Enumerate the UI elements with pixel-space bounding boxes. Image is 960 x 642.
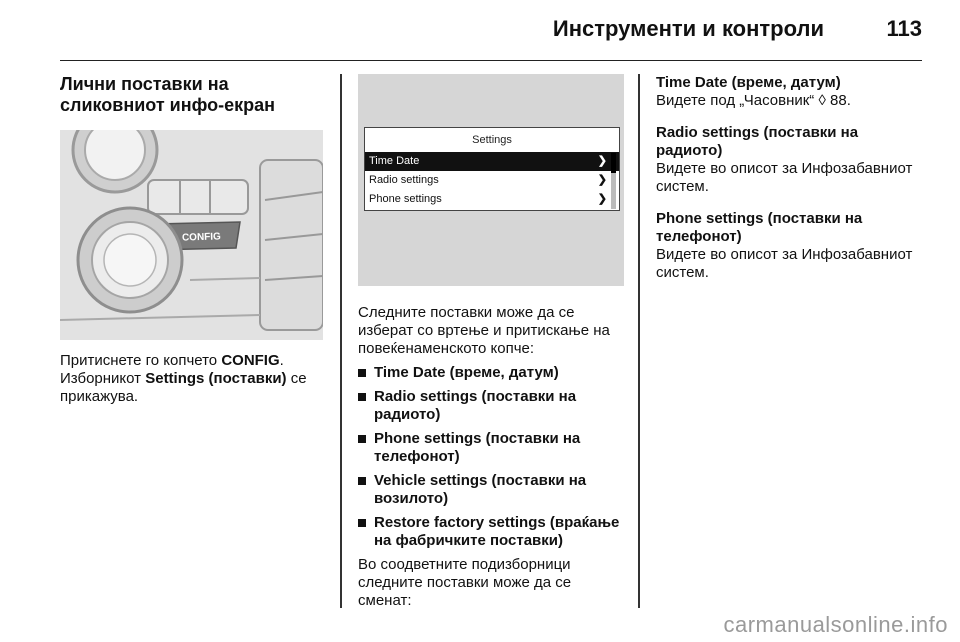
bullet-icon [358,477,366,485]
bullet-icon [358,435,366,443]
menu-item-phone-settings: Phone settings ❯ [365,190,619,209]
scrollbar-thumb [611,153,616,173]
watermark: carmanualsonline.info [723,612,948,637]
column-divider [340,74,342,608]
instruction-paragraph: Притиснете го копчето CONFIG. Изборникот Settings (поставки) се прикажува. [60,352,307,405]
list-item: Phone settings (поставки на телефонот) [358,430,624,466]
section-title: Инструменти и контроли [552,16,824,41]
column-middle [358,74,624,610]
config-term: CONFIG [221,352,280,369]
chevron-right-icon: ❯ [597,193,607,205]
entry-radio-settings [656,124,922,196]
menu-item-radio-settings: Radio settings ❯ [365,171,619,190]
entry-phone-settings [656,210,922,282]
entry-text: Видете под „Часовник“ ◊ 88. [656,92,851,109]
chevron-right-icon: ❯ [597,155,607,167]
list-item: Radio settings (поставки на радиото) [358,388,624,424]
config-button-label: CONFIG [181,231,222,244]
bullet-icon [358,519,366,527]
chevron-right-icon: ❯ [597,174,607,186]
screen-title: Settings [472,134,512,146]
entry-text: Видете во описот за Инфозабавниот систем. [656,246,913,281]
column-right [656,74,922,296]
column-left [60,74,323,406]
settings-list [358,364,624,550]
list-item: Restore factory settings (враќање на фабричките поставки) [358,514,624,550]
config-button-photo [60,130,323,340]
section-heading: Лични поставки на сликовниот инфо-екран [60,74,275,115]
entry-title: Time Date (време, датум) [656,74,841,91]
entry-title: Phone settings (поставки на телефонот) [656,210,863,245]
intro-paragraph: Следните поставки може да се изберат со вртење и притискање на повеќенаменското копче: [358,304,610,357]
page-header [60,0,922,61]
page-number: 113 [886,16,922,41]
list-item: Time Date (време, датум) [358,364,624,382]
settings-screen [364,127,620,211]
bullet-icon [358,393,366,401]
menu-item-time-date: Time Date ❯ [365,152,619,171]
settings-term: Settings (поставки) [145,370,287,387]
entry-title: Radio settings (поставки на радиото) [656,124,859,159]
bullet-icon [358,369,366,377]
outro-paragraph: Во соодветните подизборници следните поставки може да се сменат: [358,556,572,609]
column-divider [638,74,640,608]
entry-time-date [656,74,922,110]
entry-text: Видете во описот за Инфозабавниот систем. [656,160,913,195]
list-item: Vehicle settings (поставки на возилото) [358,472,624,508]
settings-screen-illustration [358,74,624,286]
